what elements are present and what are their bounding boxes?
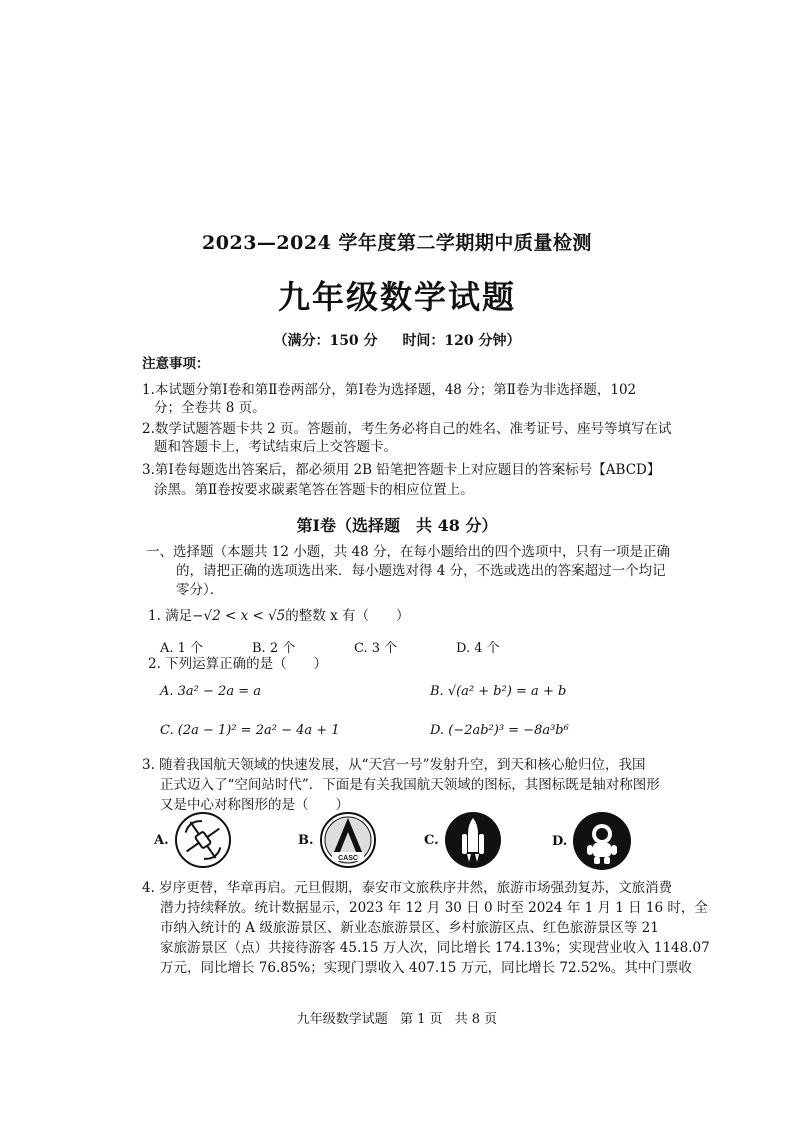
exam-title: 九年级数学试题 xyxy=(277,278,516,316)
part1-line: 一、选择题（本题共 12 小题，共 48 分，在每小题给出的四个选项中，只有一项是正确 xyxy=(146,544,671,560)
q3-option-c-letter: C. xyxy=(424,832,439,848)
q1-math: −√2 < x < √5 xyxy=(192,608,286,624)
note-line: 3.第Ⅰ卷每题选出答案后，都必须用 2B 铅笔把答题卡上对应题目的答案标号【ABCD】 xyxy=(142,462,661,478)
note-line: 1.本试题分第Ⅰ卷和第Ⅱ卷两部分，第Ⅰ卷为选择题，48 分；第Ⅱ卷为非选择题，102 xyxy=(142,382,637,398)
exam-time: 时间：120 分钟） xyxy=(402,333,521,349)
q2-option-d: D. (−2ab²)³ = −8a³b⁶ xyxy=(430,723,569,738)
question-1-stem xyxy=(148,607,658,625)
q1-option-d: D. 4 个 xyxy=(456,641,500,656)
full-marks: （满分：150 分 xyxy=(273,333,378,349)
q4-line: 潜力持续释放。统计数据显示，2023 年 12 月 30 日 0 时至 2024 年 1 月 1 日 16 时，全 xyxy=(160,900,708,916)
q1-suffix: 的整数 x 有（ ） xyxy=(285,608,410,624)
note-line: 题和答题卡上，考试结束后上交答题卡。 xyxy=(154,439,397,455)
footer-subject: 九年级数学试题 xyxy=(296,1012,388,1027)
q2-option-b: B. √(a² + b²) = a + b xyxy=(430,684,567,699)
rocket-logo-icon xyxy=(443,810,503,870)
exam-term-title: 2023—2024 学年度第二学期期中质量检测 xyxy=(202,232,592,254)
q4-line: 家旅游景区（点）共接待游客 45.15 万人次，同比增长 174.13%；实现营业收入 1148.07 xyxy=(160,940,710,956)
footer-total: 共 8 页 xyxy=(454,1012,498,1027)
q2-option-c: C. (2a − 1)² = 2a² − 4a + 1 xyxy=(160,723,340,738)
part1-line: 的，请把正确的选项选出来．每小题选对得 4 分，不选或选出的答案超过一个均记 xyxy=(176,563,666,579)
note-line: 2.数学试题答题卡共 2 页。答题前，考生务必将自己的姓名、准考证号、座号等填写在试 xyxy=(142,421,672,437)
page-footer xyxy=(0,1008,794,1027)
part1-line: 零分）． xyxy=(176,582,224,598)
q4-line: 4. 岁序更替，华章再启。元旦假期，泰安市文旅秩序井然，旅游市场强劲复苏，文旅消费 xyxy=(142,880,673,896)
q4-line: 市纳入统计的 A 级旅游景区、新业态旅游景区、乡村旅游区点、红色旅游景区等 21 xyxy=(160,920,659,936)
note-line: 涂黑。第Ⅱ卷按要求碳素笔答在答题卡的相应位置上。 xyxy=(154,482,474,498)
q3-option-a-letter: A. xyxy=(154,832,169,848)
section-title: 第Ⅰ卷（选择题 共 48 分） xyxy=(296,516,498,535)
note-line: 分；全卷共 8 页。 xyxy=(154,400,266,416)
q4-line: 万元，同比增长 76.85%；实现门票收入 407.15 万元，同比增长 72.52%。其中门票收 xyxy=(160,960,692,976)
q3-line: 正式迈入了“空间站时代”．下面是有关我国航天领域的图标，其图标既是轴对称图形 xyxy=(160,777,660,793)
q3-option-b-letter: B. xyxy=(298,832,314,848)
q2-option-a: A. 3a² − 2a = a xyxy=(160,684,261,699)
astronaut-logo-icon xyxy=(571,810,633,872)
notes-heading: 注意事项： xyxy=(142,356,210,372)
q3-option-d xyxy=(552,810,633,872)
q3-line: 3. 随着我国航天领域的快速发展，从“天宫一号”发射升空，到天和核心舱归位，我国 xyxy=(142,757,646,773)
q1-option-c: C. 3 个 xyxy=(354,641,398,656)
q1-option-b: B. 2 个 xyxy=(252,641,296,656)
q1-prefix: 1. 满足 xyxy=(148,608,193,624)
q3-option-d-letter: D. xyxy=(552,833,568,849)
question-2-stem: 2. 下列运算正确的是（ ） xyxy=(148,656,328,672)
casc-logo-text: CASC xyxy=(337,855,358,862)
q3-line: 又是中心对称图形的是（ ） xyxy=(160,797,349,813)
q3-option-c xyxy=(424,810,503,870)
q3-option-b xyxy=(298,810,378,870)
exam-meta xyxy=(0,330,794,350)
footer-page: 第 1 页 xyxy=(399,1012,443,1027)
q3-option-a xyxy=(154,810,233,870)
satellite-logo-icon xyxy=(173,810,233,870)
casc-logo-icon xyxy=(318,810,378,870)
q1-option-a: A. 1 个 xyxy=(160,641,204,656)
